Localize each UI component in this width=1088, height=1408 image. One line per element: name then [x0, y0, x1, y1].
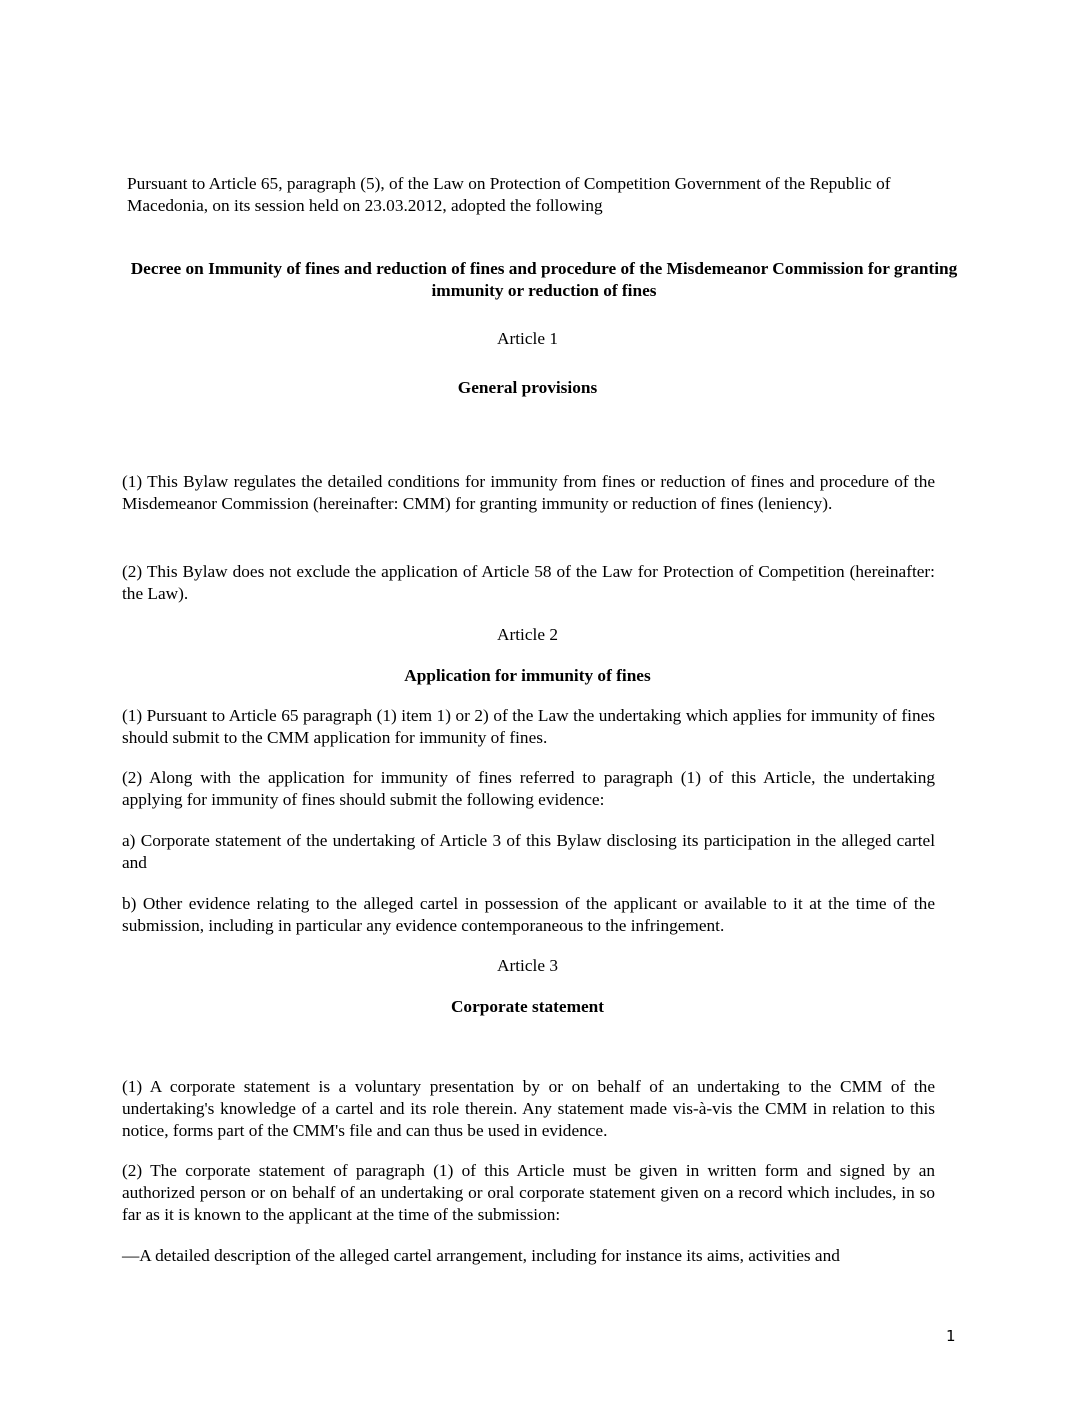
- decree-title: Decree on Immunity of fines and reduction of fines and procedure of the Misdemeanor Commission for granting immunity or reduction of fines: [130, 259, 958, 300]
- article-1-paragraph-1: (1) This Bylaw regulates the detailed conditions for immunity from fines or reduction of fines and procedure of the Misdemeanor Commission (hereinafter: CMM) for granting immunity or reduction of fines (leniency).: [122, 472, 935, 513]
- preamble-paragraph: Pursuant to Article 65, paragraph (5), of the Law on Protection of Competition Government of the Republic of Macedonia, on its session held on 23.03.2012, adopted the following: [127, 174, 891, 215]
- article-2-heading: Application for immunity of fines: [404, 666, 651, 685]
- page-number: 1: [946, 1327, 956, 1345]
- article-2-paragraph-1: (1) Pursuant to Article 65 paragraph (1) item 1) or 2) of the Law the undertaking which applies for immunity of fines should submit to the CMM application for immunity of fines.: [122, 706, 935, 747]
- article-3-paragraph-2: (2) The corporate statement of paragraph (1) of this Article must be given in written form and signed by an authorized person or on behalf of an undertaking or oral corporate statement given on a record which includes, in so far as it is known to the applicant at the time of the submission:: [122, 1161, 935, 1224]
- article-1-label: Article 1: [497, 329, 558, 348]
- article-2-item-a: a) Corporate statement of the undertaking of Article 3 of this Bylaw disclosing its participation in the alleged cartel and: [122, 831, 935, 872]
- article-3-paragraph-3: —A detailed description of the alleged cartel arrangement, including for instance its aims, activities and: [122, 1246, 840, 1265]
- article-1-paragraph-2: (2) This Bylaw does not exclude the application of Article 58 of the Law for Protection of Competition (hereinafter: the Law).: [122, 562, 935, 603]
- article-2-paragraph-2: (2) Along with the application for immunity of fines referred to paragraph (1) of this Article, the undertaking applying for immunity of fines should submit the following evidence:: [122, 768, 935, 809]
- article-3-heading: Corporate statement: [450, 997, 605, 1016]
- article-3-paragraph-1: (1) A corporate statement is a voluntary presentation by or on behalf of an undertaking to the CMM of the undertaking's knowledge of a cartel and its role therein. Any statement made vis-à-vis the CMM in relation to this notice, forms part of the CMM's file and can thus be used in evidence.: [122, 1077, 935, 1140]
- article-1-heading: General provisions: [457, 378, 598, 397]
- article-2-label: Article 2: [497, 625, 558, 644]
- article-3-label: Article 3: [497, 956, 558, 975]
- article-2-item-b: b) Other evidence relating to the alleged cartel in possession of the applicant or available to it at the time of the submission, including in particular any evidence contemporaneous to the infringement.: [122, 894, 935, 935]
